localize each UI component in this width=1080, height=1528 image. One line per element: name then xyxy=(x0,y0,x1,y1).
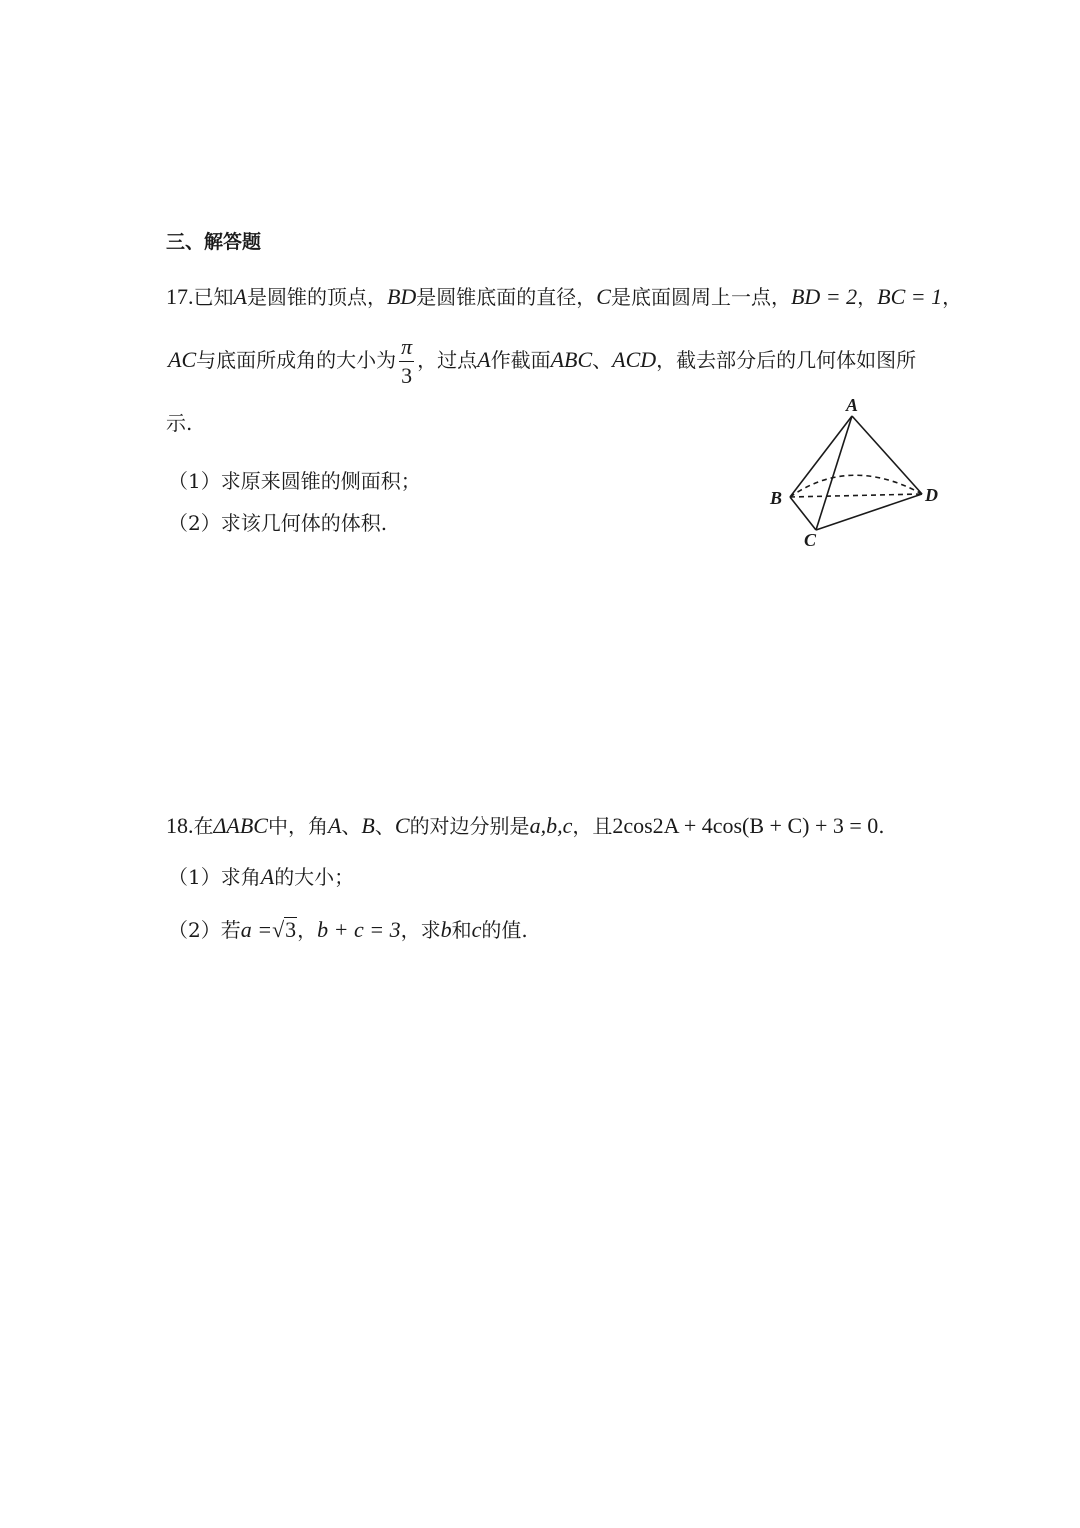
q17-part-2: （2）求该几何体的体积. xyxy=(168,511,388,535)
section-heading: 三、解答题 xyxy=(166,231,262,253)
q17-line-1: 17.已知A是圆锥的顶点，BD是圆锥底面的直径，C是底面圆周上一点，BD = 2，BC = 1， xyxy=(166,284,963,309)
figure-label-b: B xyxy=(770,488,783,508)
q18-part-1: （1）求角A的大小； xyxy=(168,864,355,889)
equation-bc: BC = 1 xyxy=(877,284,943,309)
edge-bd-dashed xyxy=(790,494,922,497)
q18-line-1: 18.在ΔABC中，角A、B、C的对边分别是a,b,c，且2cos2A + 4cos(B + C) + 3 = 0. xyxy=(166,813,885,838)
edge-ad xyxy=(852,416,922,494)
q17-part-1: （1）求原来圆锥的侧面积； xyxy=(168,469,421,493)
fraction-pi-over-3: $\frac{\pi}{3}$ xyxy=(401,334,413,388)
equation-trig: 2cos2A + 4cos(B + C) + 3 = 0 xyxy=(612,813,879,838)
edge-bc xyxy=(790,497,816,530)
edge-ac xyxy=(816,416,852,530)
q17-line-3: 示. xyxy=(166,411,193,435)
edge-cd xyxy=(816,494,922,530)
figure-label-c: C xyxy=(804,530,817,550)
equation-bd: BD = 2 xyxy=(790,284,858,309)
q17-number: 17. xyxy=(166,284,194,309)
equation-b-plus-c: b + c = 3 xyxy=(317,917,401,942)
q17-line-2: AC与底面所成角的大小为 $\frac{\pi}{3}$ ，过点A作截面ABC、ACD，截去部分后的几何体如图所 xyxy=(168,334,917,388)
sqrt-symbol: √ xyxy=(272,917,285,942)
q18-part-2: （2）若a =√3，b + c = 3，求b和c的值. xyxy=(168,917,528,942)
sqrt-3: 3 xyxy=(285,917,297,942)
figure-label-a: A xyxy=(846,395,859,415)
edge-ab xyxy=(790,416,852,497)
figure-label-d: D xyxy=(925,485,938,505)
q18-number: 18. xyxy=(166,813,194,838)
tetrahedron-figure xyxy=(760,390,950,550)
